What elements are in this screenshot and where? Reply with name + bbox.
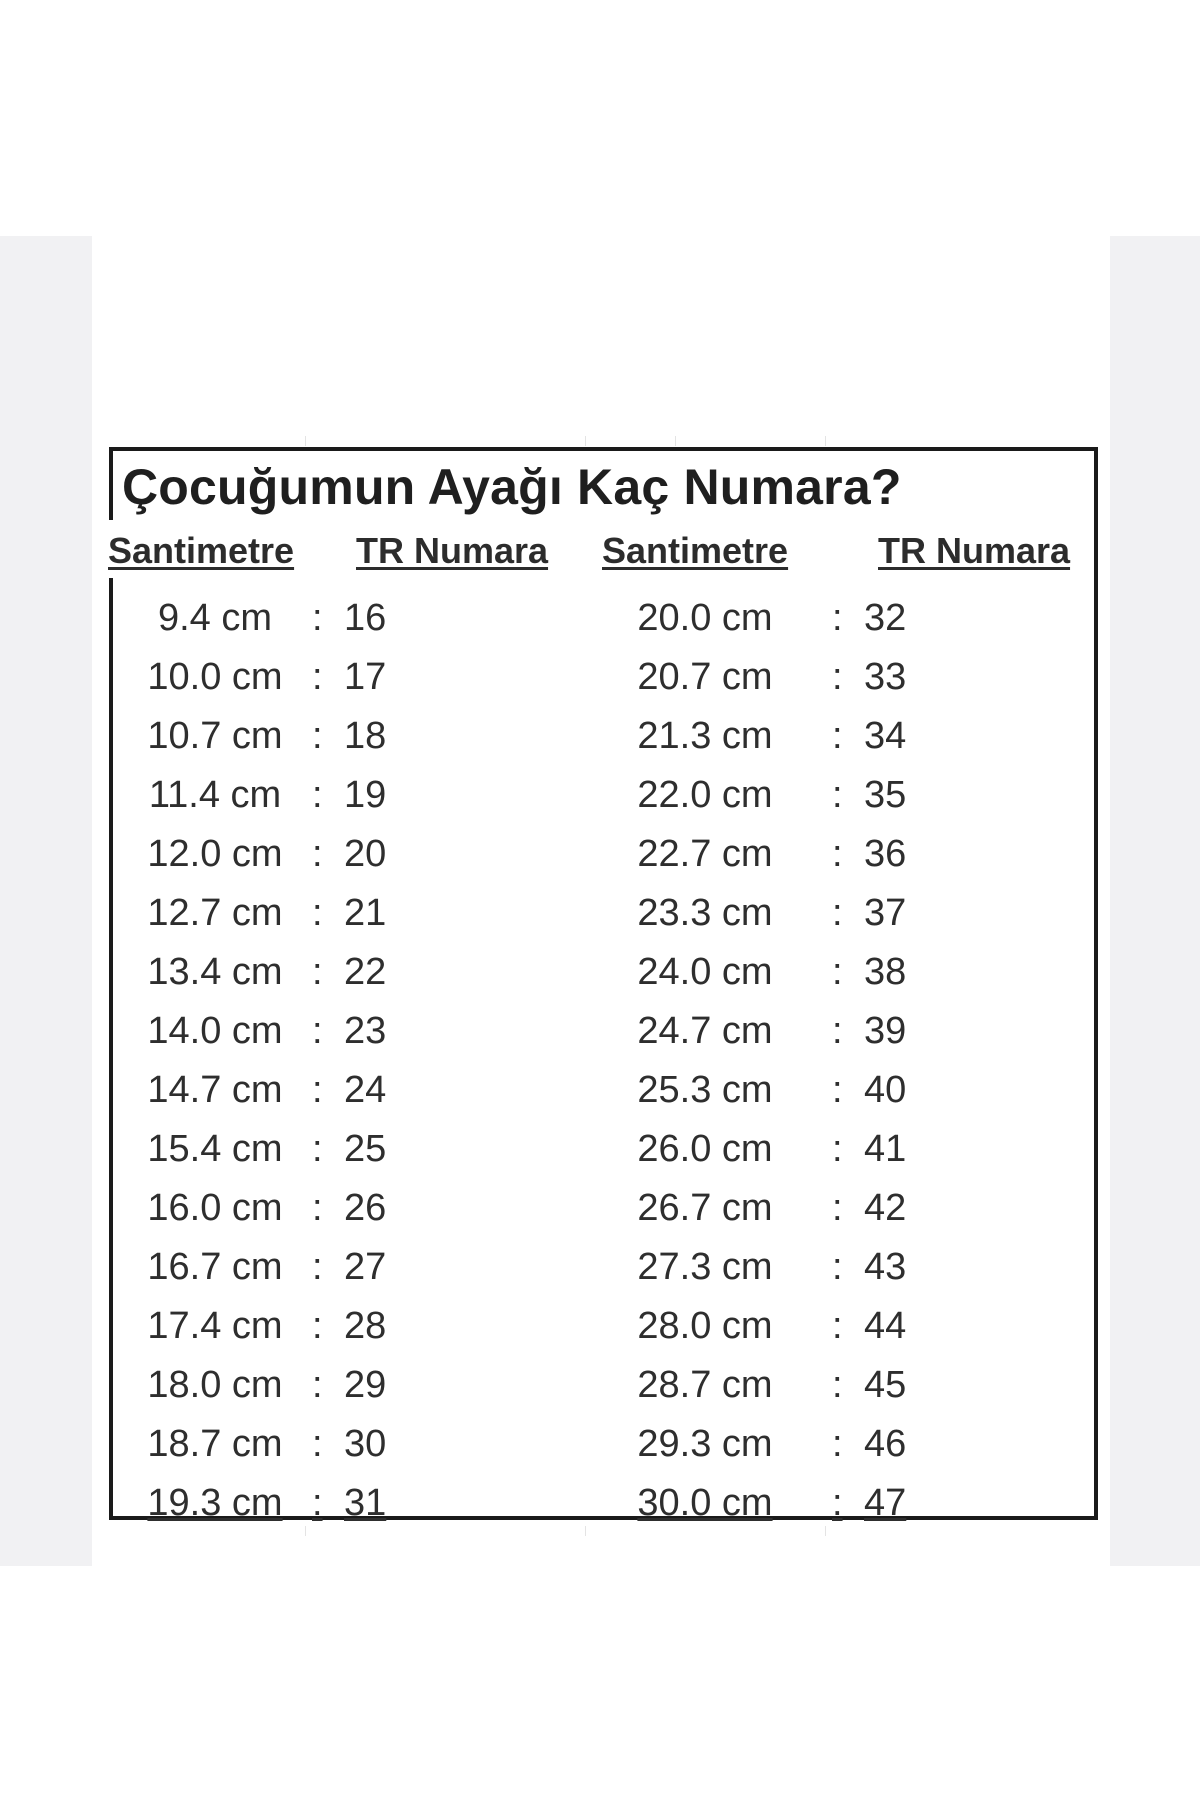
cm-value: 30.0 cm xyxy=(637,1482,773,1524)
cm-value: 10.0 cm xyxy=(147,656,283,698)
separator: : xyxy=(312,1364,323,1406)
cm-value: 18.7 cm xyxy=(147,1423,283,1465)
separator: : xyxy=(312,715,323,757)
separator: : xyxy=(832,774,843,816)
separator: : xyxy=(312,1246,323,1288)
table-row xyxy=(0,1061,1200,1120)
header-tr-numara-left: TR Numara xyxy=(356,530,549,571)
tr-size-value: 21 xyxy=(344,892,387,934)
tr-size-value: 30 xyxy=(344,1423,387,1465)
separator: : xyxy=(832,1010,843,1052)
cm-value: 13.4 cm xyxy=(147,951,283,993)
table-row xyxy=(0,1297,1200,1356)
header-santimetre-left: Santimetre xyxy=(108,530,295,571)
table-row xyxy=(0,766,1200,825)
tr-size-value: 25 xyxy=(344,1128,387,1170)
cm-value: 23.3 cm xyxy=(637,892,773,934)
separator: : xyxy=(312,833,323,875)
cm-value: 16.7 cm xyxy=(147,1246,283,1288)
table-row xyxy=(0,1120,1200,1179)
tr-size-value: 19 xyxy=(344,774,387,816)
separator: : xyxy=(312,774,323,816)
tr-size-value: 17 xyxy=(344,656,387,698)
separator: : xyxy=(832,1482,843,1524)
cm-value: 25.3 cm xyxy=(637,1069,773,1111)
tr-size-value: 35 xyxy=(864,774,907,816)
separator: : xyxy=(312,951,323,993)
tr-size-value: 39 xyxy=(864,1010,907,1052)
table-row xyxy=(0,884,1200,943)
tr-size-value: 27 xyxy=(344,1246,387,1288)
separator: : xyxy=(312,1128,323,1170)
table-row xyxy=(0,648,1200,707)
cm-value: 19.3 cm xyxy=(147,1482,283,1524)
separator: : xyxy=(312,1482,323,1524)
table-row xyxy=(0,1238,1200,1297)
cm-value: 22.0 cm xyxy=(637,774,773,816)
separator: : xyxy=(832,1246,843,1288)
tr-size-value: 36 xyxy=(864,833,907,875)
cm-value: 27.3 cm xyxy=(637,1246,773,1288)
tr-size-value: 23 xyxy=(344,1010,387,1052)
cm-value: 28.7 cm xyxy=(637,1364,773,1406)
table-row xyxy=(0,1179,1200,1238)
separator: : xyxy=(832,951,843,993)
cm-value: 11.4 cm xyxy=(148,774,282,816)
cm-value: 26.7 cm xyxy=(637,1187,773,1229)
tr-size-value: 38 xyxy=(864,951,907,993)
separator: : xyxy=(832,1128,843,1170)
cm-value: 17.4 cm xyxy=(147,1305,283,1347)
tr-size-value: 42 xyxy=(864,1187,907,1229)
tr-size-value: 29 xyxy=(344,1364,387,1406)
tr-size-value: 41 xyxy=(864,1128,907,1170)
tr-size-value: 44 xyxy=(864,1305,907,1347)
separator: : xyxy=(832,1305,843,1347)
header-tr-numara-right: TR Numara xyxy=(878,530,1071,571)
cm-value: 12.0 cm xyxy=(147,833,283,875)
cm-value: 10.7 cm xyxy=(147,715,283,757)
tr-size-value: 34 xyxy=(864,715,907,757)
separator: : xyxy=(312,1069,323,1111)
cm-value: 14.7 cm xyxy=(147,1069,283,1111)
cm-value: 18.0 cm xyxy=(147,1364,283,1406)
cm-value: 14.0 cm xyxy=(147,1010,283,1052)
cm-value: 22.7 cm xyxy=(637,833,773,875)
table-row xyxy=(0,1474,1200,1533)
separator: : xyxy=(312,1187,323,1229)
table-row xyxy=(0,825,1200,884)
separator: : xyxy=(312,892,323,934)
tr-size-value: 32 xyxy=(864,597,907,639)
cm-value: 29.3 cm xyxy=(637,1423,773,1465)
table-row xyxy=(0,707,1200,766)
cm-value: 24.0 cm xyxy=(637,951,773,993)
cm-value: 9.4 cm xyxy=(157,597,273,639)
tr-size-value: 37 xyxy=(864,892,907,934)
separator: : xyxy=(312,597,323,639)
tr-size-value: 31 xyxy=(344,1482,387,1524)
cm-value: 15.4 cm xyxy=(147,1128,283,1170)
separator: : xyxy=(312,656,323,698)
tr-size-value: 20 xyxy=(344,833,387,875)
separator: : xyxy=(832,892,843,934)
tr-size-value: 26 xyxy=(344,1187,387,1229)
table-row xyxy=(0,943,1200,1002)
tr-size-value: 22 xyxy=(344,951,387,993)
separator: : xyxy=(832,715,843,757)
tr-size-value: 47 xyxy=(864,1482,907,1524)
table-row xyxy=(0,589,1200,648)
tr-size-value: 16 xyxy=(344,597,387,639)
cm-value: 20.7 cm xyxy=(637,656,773,698)
separator: : xyxy=(832,1069,843,1111)
tr-size-value: 43 xyxy=(864,1246,907,1288)
cm-value: 28.0 cm xyxy=(637,1305,773,1347)
table-row xyxy=(0,1002,1200,1061)
separator: : xyxy=(832,656,843,698)
separator: : xyxy=(312,1010,323,1052)
table-row xyxy=(0,1415,1200,1474)
cm-value: 12.7 cm xyxy=(147,892,283,934)
separator: : xyxy=(312,1305,323,1347)
separator: : xyxy=(832,1364,843,1406)
header-santimetre-right: Santimetre xyxy=(602,530,789,571)
tr-size-value: 24 xyxy=(344,1069,387,1111)
cm-value: 21.3 cm xyxy=(637,715,773,757)
tr-size-value: 40 xyxy=(864,1069,907,1111)
separator: : xyxy=(832,1423,843,1465)
table-row xyxy=(0,1356,1200,1415)
separator: : xyxy=(312,1423,323,1465)
separator: : xyxy=(832,833,843,875)
tr-size-value: 18 xyxy=(344,715,387,757)
cm-value: 24.7 cm xyxy=(637,1010,773,1052)
separator: : xyxy=(832,1187,843,1229)
cm-value: 26.0 cm xyxy=(637,1128,773,1170)
tr-size-value: 28 xyxy=(344,1305,387,1347)
separator: : xyxy=(832,597,843,639)
chart-title: Çocuğumun Ayağı Kaç Numara? xyxy=(122,459,902,515)
cm-value: 20.0 cm xyxy=(637,597,773,639)
tr-size-value: 33 xyxy=(864,656,907,698)
cm-value: 16.0 cm xyxy=(147,1187,283,1229)
tr-size-value: 46 xyxy=(864,1423,907,1465)
tr-size-value: 45 xyxy=(864,1364,907,1406)
